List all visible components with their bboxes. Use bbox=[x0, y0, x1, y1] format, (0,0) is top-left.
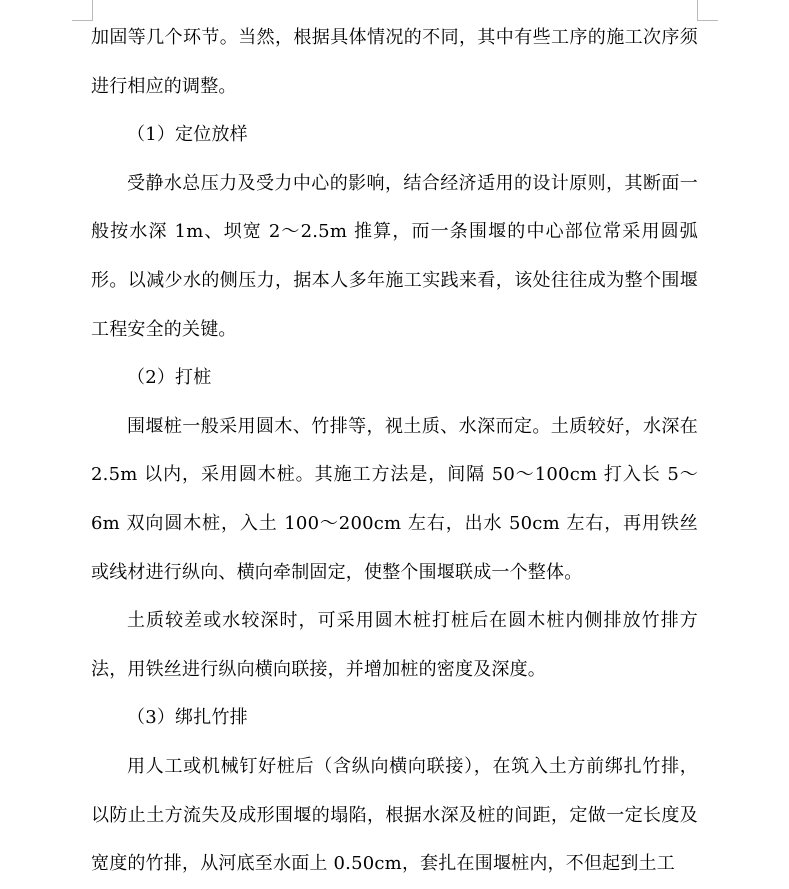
heading-piling: （2）打桩 bbox=[127, 367, 212, 389]
heading-positioning-layout: （1）定位放样 bbox=[127, 124, 248, 146]
paragraph-poor-soil: 土质较差或水较深时，可采用圆木桩打桩后在圆木桩内侧排放竹排方法，用铁丝进行纵向横向联接，并增加桩的密度及深度。 bbox=[91, 610, 698, 680]
page-corner-mark-left bbox=[72, 0, 93, 21]
page-corner-mark-right bbox=[697, 0, 718, 21]
paragraph-cross-section: 受静水总压力及受力中心的影响，结合经济适用的设计原则，其断面一般按水深 1m、坝宽 2～2.5m 推算，而一条围堰的中心部位常采用圆弧形。以减少水的侧压力，据本人多年施工实践来看，该处往往成为整个围堰工程安全的关键。 bbox=[91, 172, 698, 340]
heading-bamboo-binding: （3）绑扎竹排 bbox=[127, 707, 248, 729]
paragraph-continuation: 加固等几个环节。当然，根据具体情况的不同，其中有些工序的施工次序须进行相应的调整。 bbox=[91, 27, 698, 97]
paragraph-piling-method: 围堰桩一般采用圆木、竹排等，视土质、水深而定。土质较好，水深在 2.5m 以内，采用圆木桩。其施工方法是，间隔 50～100cm 打入长 5～6m 双向圆木桩，入土 100～200cm 左右，出水 50cm 左右，再用铁丝或线材进行纵向、横向牵制固定，使整个围堰联成一个整体。 bbox=[91, 415, 698, 583]
document-body bbox=[91, 14, 698, 889]
paragraph-bamboo-binding: 用人工或机械钉好桩后（含纵向横向联接），在筑入土方前绑扎竹排，以防止土方流失及成形围堰的塌陷，根据水深及桩的间距，定做一定长度及宽度的竹排，从河底至水面上 0.50cm，套扎在围堰桩内，不但起到土工 bbox=[91, 755, 698, 875]
